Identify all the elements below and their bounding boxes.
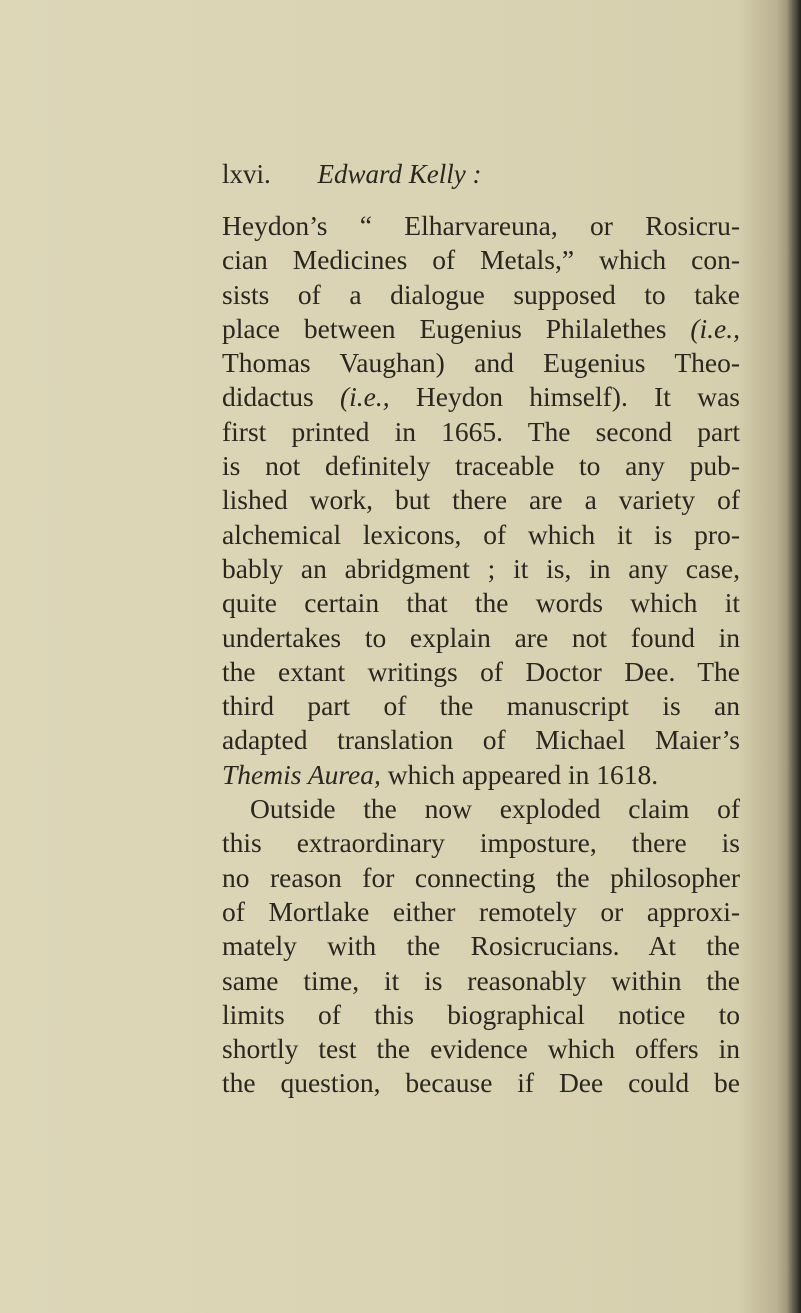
text-line	[222, 621, 740, 655]
text-segment: sists of a dialogue supposed to take	[222, 278, 740, 310]
text-segment: quite certain that the words which it	[222, 587, 740, 619]
text-line	[222, 655, 740, 689]
text-line	[222, 1032, 740, 1066]
text-line	[222, 449, 740, 483]
text-line	[222, 415, 740, 449]
text-segment: first printed in 1665. The second part	[222, 415, 740, 447]
text-segment: this extraordinary imposture, there is	[222, 827, 740, 859]
italic-text: Themis Aurea,	[222, 758, 381, 790]
text-segment: alchemical lexicons, of which it is pro-	[222, 518, 740, 550]
text-segment: undertakes to explain are not found in	[222, 621, 740, 653]
text-segment: third part of the manuscript is an	[222, 690, 740, 722]
text-segment: lished work, but there are a variety of	[222, 484, 740, 516]
text-segment: Thomas Vaughan) and Eugenius Theo-	[222, 347, 740, 379]
text-line	[222, 964, 740, 998]
text-segment: mately with the Rosicrucians. At the	[222, 930, 740, 962]
text-segment: which appeared in 1618.	[380, 758, 659, 790]
text-line	[222, 518, 740, 552]
running-head	[222, 154, 742, 194]
text-line	[222, 758, 740, 792]
text-segment: Outside the now exploded claim of	[250, 793, 740, 825]
page-edge-shadow	[787, 0, 801, 1313]
text-segment: of Mortlake either remotely or approxi-	[222, 895, 740, 927]
text-line	[222, 209, 740, 243]
text-line	[222, 346, 740, 380]
text-line	[222, 929, 740, 963]
text-segment: the question, because if Dee could be	[222, 1067, 740, 1099]
text-line	[222, 586, 740, 620]
text-segment: limits of this biographical notice to	[222, 998, 740, 1030]
text-line	[222, 483, 740, 517]
text-line	[222, 312, 740, 346]
italic-text: (i.e.,	[339, 381, 390, 413]
text-line	[222, 278, 740, 312]
text-line	[222, 792, 740, 826]
text-segment: no reason for connecting the philosopher	[222, 861, 740, 893]
text-segment: place between Eugenius Philalethes	[222, 312, 691, 344]
text-line	[222, 895, 740, 929]
text-line	[222, 243, 740, 277]
body-text	[222, 209, 740, 1101]
text-segment: shortly test the evidence which offers in	[222, 1033, 740, 1065]
italic-text: (i.e.,	[690, 312, 740, 344]
text-segment: the extant writings of Doctor Dee. The	[222, 655, 740, 687]
text-line	[222, 998, 740, 1032]
text-line	[222, 723, 740, 757]
text-line	[222, 689, 740, 723]
text-segment: is not definitely traceable to any pub-	[222, 450, 740, 482]
text-segment: same time, it is reasonably within the	[222, 964, 740, 996]
text-line	[222, 826, 740, 860]
text-segment: didactus	[222, 381, 340, 413]
text-line	[222, 1066, 740, 1100]
text-line	[222, 861, 740, 895]
text-segment: Heydon himself). It was	[389, 381, 740, 413]
text-segment: cian Medicines of Metals,” which con-	[222, 244, 740, 276]
running-title: Edward Kelly :	[317, 159, 482, 189]
text-line	[222, 380, 740, 414]
text-segment: bably an abridgment ; it is, in any case,	[222, 552, 740, 584]
page-number: lxvi.	[222, 159, 271, 189]
text-line	[222, 552, 740, 586]
text-segment: Heydon’s “ Elharvareuna, or Rosicru-	[222, 210, 740, 241]
text-segment: adapted translation of Michael Maier’s	[222, 724, 740, 756]
